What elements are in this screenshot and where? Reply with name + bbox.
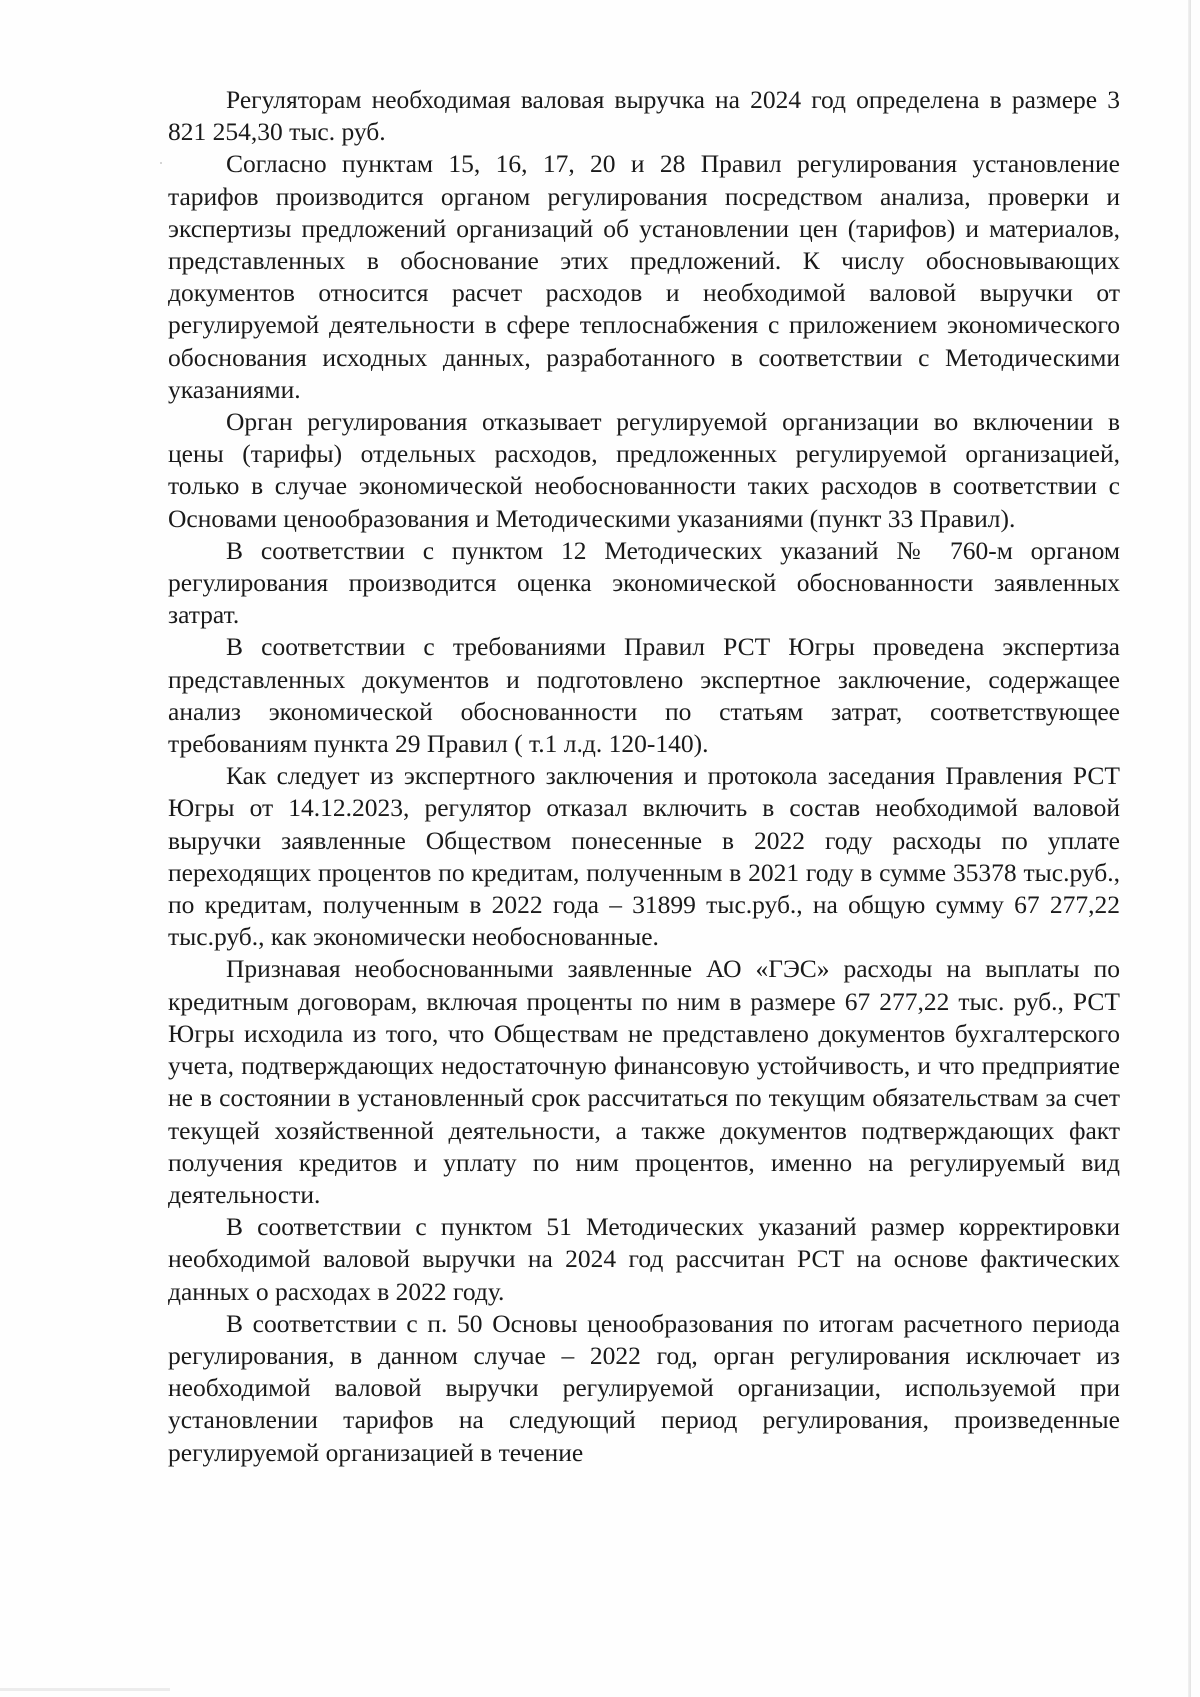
scan-right-edge <box>1188 0 1191 1697</box>
paragraph-regulator-reasoning: Признавая необоснованными заявленные АО «ГЭС» расходы на выплаты по кредитным договорам, включая проценты по ним в размере 67 277,22 тыс. руб., РСТ Югры исходила из того, что Обществам не представлено документов бухгалтерского учета, подтверждающих недостаточную финансовую устойчивость, и что предприятие не в состоянии в установленный срок рассчитаться по текущим обязательствам за счет текущей хозяйственной деятельности, а также документов подтверждающих факт получения кредитов и уплату по ним процентов, именно на регулируемый вид деятельности. <box>168 954 1120 1209</box>
scan-speck <box>160 162 162 164</box>
paragraph-tariff-rules: Согласно пунктам 15, 16, 17, 20 и 28 Правил регулирования установление тарифов производится органом регулирования посредством анализа, проверки и экспертизы предложений организаций об установлении цен (тарифов) и материалов, представленных в обоснование этих предложений. К числу обосновывающих документов относится расчет расходов и необходимой валовой выручки от регулируемой деятельности в сфере теплоснабжения с приложением экономического обоснования исходных данных, разработанного в соответствии с Методическими указаниями. <box>168 149 1120 404</box>
paragraph-expert-review: В соответствии с требованиями Правил РСТ Югры проведена экспертиза представленных документов и подготовлено экспертное заключение, содержащее анализ экономической обоснованности по статьям затрат, соответствующее требованиям пункта 29 Правил ( т.1 л.д. 120-140). <box>168 632 1120 759</box>
paragraph-pricing-basis: В соответствии с п. 50 Основы ценообразования по итогам расчетного периода регулирования, в данном случае – 2022 год, орган регулирования исключает из необходимой валовой выручки регулируемой организации, используемой при установлении тарифов на следующий период регулирования, произведенные регулируемой организацией в течение <box>168 1308 1120 1467</box>
paragraph-credit-interest-refusal: Как следует из экспертного заключения и протокола заседания Правления РСТ Югры от 14.12.2023, регулятор отказал включить в состав необходимой валовой выручки заявленные Обществом понесенные в 2022 году расходы по уплате переходящих процентов по кредитам, полученным в 2021 году в сумме 35378 тыс.руб., по кредитам, полученным в 2022 года – 31899 тыс.руб., на общую сумму 67 277,22 тыс.руб., как экономически необоснованные. <box>168 761 1120 952</box>
paragraph-required-revenue: Регуляторам необходимая валовая выручка на 2024 год определена в размере 3 821 254,30 тыс. руб. <box>168 85 1120 147</box>
document-body <box>168 84 1120 1469</box>
paragraph-cost-assessment: В соответствии с пунктом 12 Методических указаний № 760-м органом регулирования производится оценка экономической обоснованности заявленных затрат. <box>168 535 1120 630</box>
scan-bottom-edge <box>0 1688 170 1691</box>
paragraph-revenue-correction: В соответствии с пунктом 51 Методических указаний размер корректировки необходимой валовой выручки на 2024 год рассчитан РСТ на основе фактических данных о расходах в 2022 году. <box>168 1212 1120 1306</box>
paragraph-refusal-grounds: Орган регулирования отказывает регулируемой организации во включении в цены (тарифы) отдельных расходов, предложенных регулируемой организацией, только в случае экономической необоснованности таких расходов в соответствии с Основами ценообразования и Методическими указаниями (пункт 33 Правил). <box>168 407 1120 533</box>
